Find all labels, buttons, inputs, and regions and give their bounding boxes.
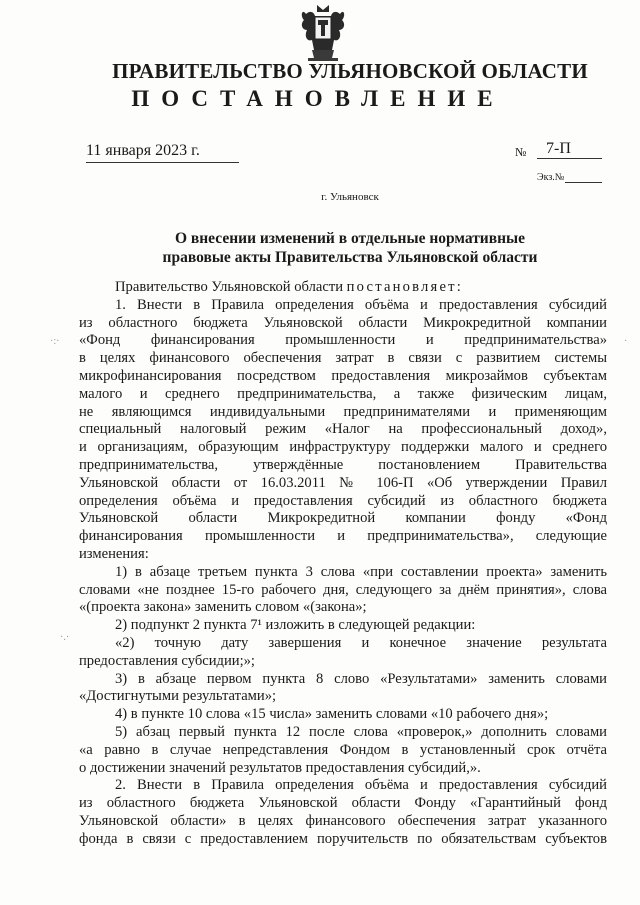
body-line: 2) подпункт 2 пункта 7¹ изложить в следующей редакции: [115,617,476,634]
subject-line: правовые акты Правительства Ульяновской области [162,249,538,266]
scan-artifact: ·:· [50,336,60,347]
body-line: «а равно в случае непредставления Фондом в установленный срок отчёта [79,741,607,758]
body-line: финансирования промышленности и предпринимательства», следующие [79,528,607,545]
document-type: ПОСТАНОВЛЕНИЕ [131,86,505,111]
body-line: Ульяновской области» в целях финансового обеспечения затрат указанного [79,812,607,829]
subject-line: О внесении изменений в отдельные нормативные [174,230,526,247]
copy-number-underline [565,182,602,183]
document-subject [150,229,550,267]
body-line: Правительство Ульяновской области постановляет: [115,279,461,295]
body-line: изменения: [79,545,149,562]
body-line: из областного бюджета Ульяновской области Микрокредитной компании [79,314,607,331]
body-line: «(проекта закона» заменить словом «(закона»; [79,599,367,616]
government-title: ПРАВИТЕЛЬСТВО УЛЬЯНОВСКОЙ ОБЛАСТИ [112,59,588,83]
body-line: предпринимательства, утверждённые постановлением Правительства [79,456,607,473]
body-line: малого и среднего предпринимательства, а также физическим лицам, [79,385,607,402]
scan-artifact: · [624,336,628,347]
coat-of-arms-icon [298,4,348,62]
date-underline [86,162,239,163]
body-line: 1. Внести в Правила определения объёма и предоставления субсидий [115,296,607,313]
body-line: из областного бюджета Ульяновской области Фонду «Гарантийный фонд [79,795,607,812]
body-line: специальный налоговый режим «Налог на профессиональный доход», [79,421,607,438]
scan-artifact: ·.· [60,632,70,643]
body-line: не являющимся индивидуальными предпринимателями и применяющим [79,403,607,420]
body-line: 5) абзац первый пункта 12 после слова «проверок,» дополнить словами [115,723,607,740]
body-line: Ульяновской области Микрокредитной компании фонду «Фонд [79,510,607,527]
body-line: 1) в абзаце третьем пункта 3 слова «при составлении проекта» заменить [115,563,607,580]
number-underline [537,158,602,159]
body-line: фонда в связи с предоставлением поручительств по обязательствам субъектов [79,830,607,847]
body-line: 2. Внести в Правила определения объёма и предоставления субсидий [115,777,607,794]
body-line: Ульяновской области от 16.03.2011 № 106-П «Об утверждении Правил [79,474,607,491]
number-label: № [515,145,527,159]
copy-number-label: Экз.№ [537,172,565,183]
body-line: «2) точную дату завершения и конечное значение результата [115,634,607,651]
document-body [79,279,607,849]
body-line: «Фонд финансирования промышленности и предпринимательства» [79,332,607,349]
city: г. Ульяновск [321,191,379,203]
body-line: в целях финансового обеспечения затрат в связи с развитием системы [79,350,607,367]
document-date: 11 января 2023 г. [86,142,200,159]
body-line: 3) в абзаце первом пункта 8 слово «Результатами» заменить словами [115,670,607,687]
body-line: «Достигнутыми результатами»; [79,688,277,705]
body-line: микрофинансирования посредством предоставления микрозаймов субъектам [79,367,607,384]
body-line: предоставления субсидии;»; [79,652,255,669]
body-line: определения объёма и предоставления субсидий из областного бюджета [79,492,607,509]
body-line: 4) в пункте 10 слова «15 числа» заменить словами «10 рабочего дня»; [115,706,549,723]
body-line: словами «не позднее 15-го рабочего дня, следующего за днём принятия», слова [79,581,607,598]
body-line: о достижении значений результатов предоставления субсидий,». [79,759,481,776]
body-line: и организациям, образующим инфраструктуру поддержки малого и среднего [79,439,607,456]
document-number: 7-П [546,140,571,157]
